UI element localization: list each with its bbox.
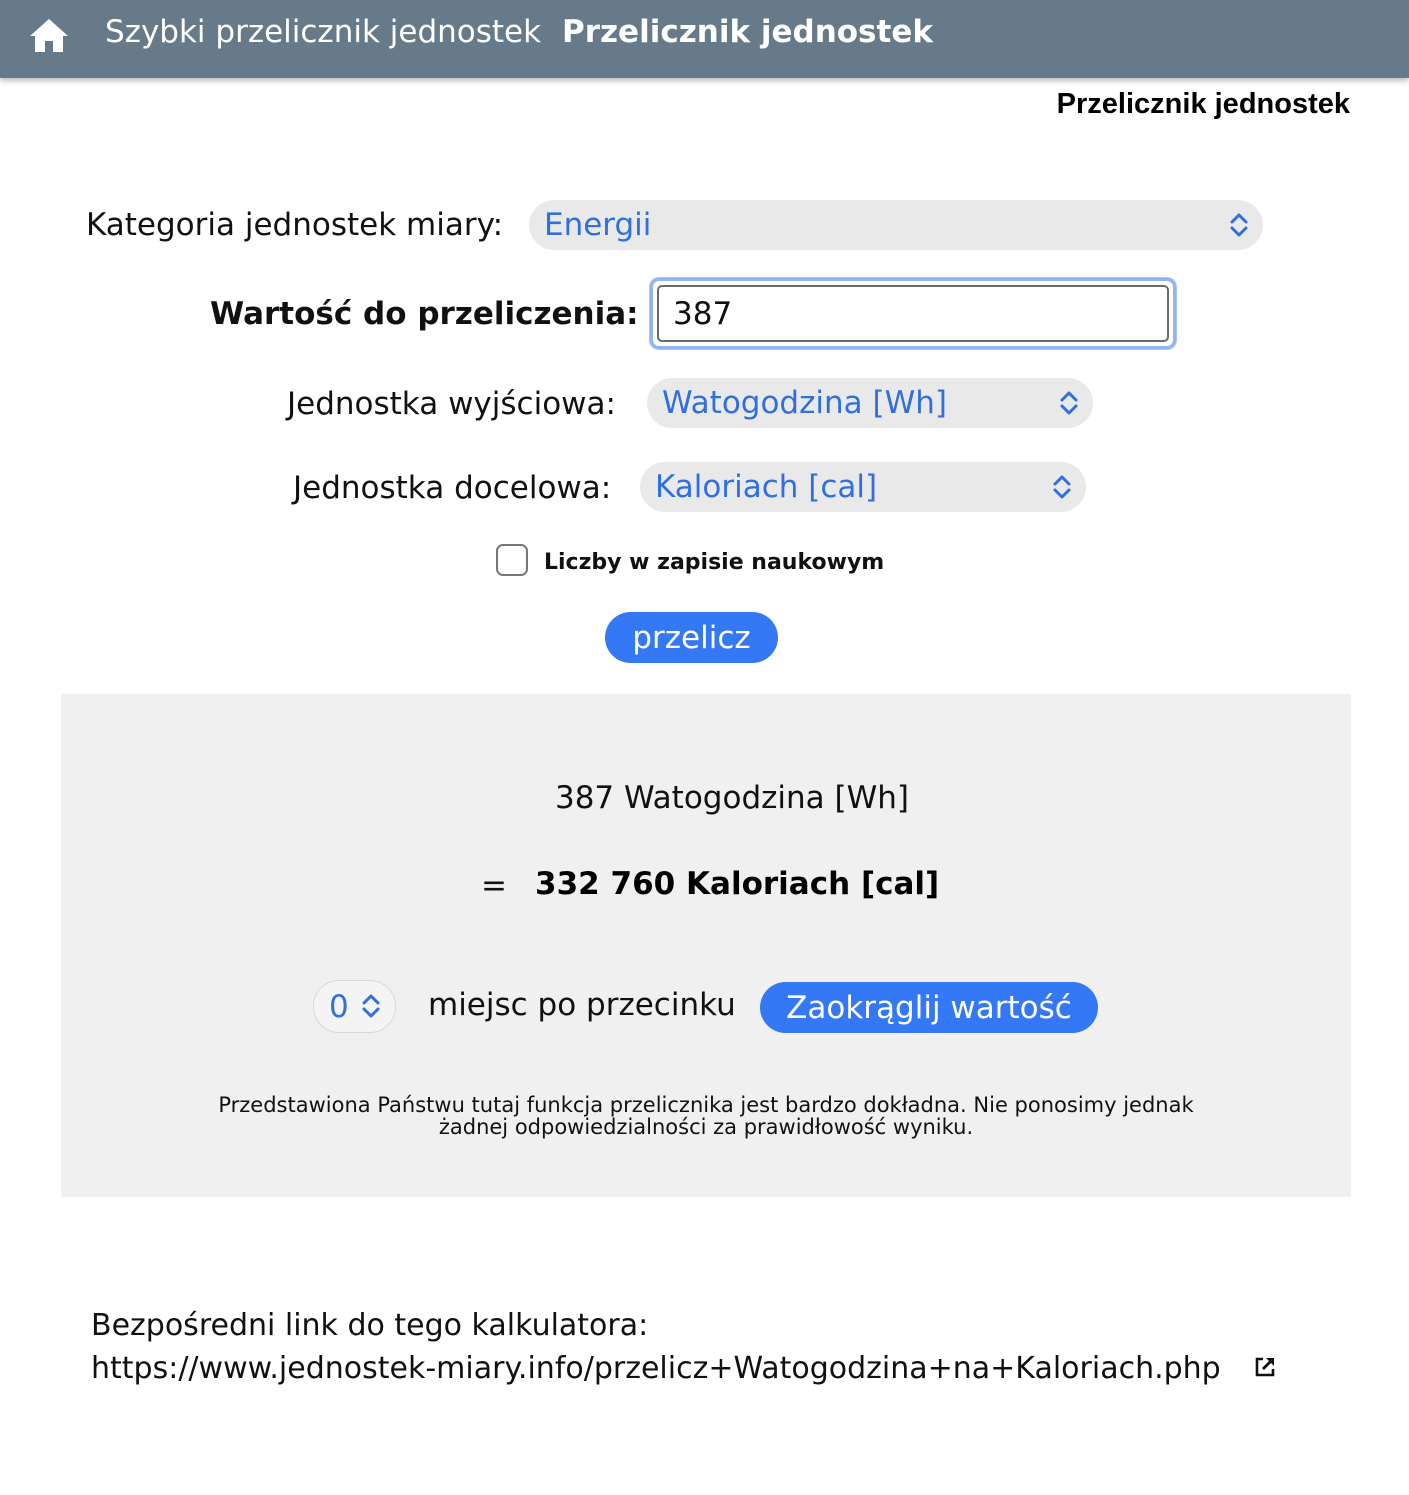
direct-link-heading: Bezpośredni link do tego kalkulatora:: [91, 1308, 649, 1343]
decimal-places-value: 0: [329, 988, 349, 1025]
value-input-field[interactable]: 387: [657, 285, 1169, 342]
decimal-places-label: miejsc po przecinku: [428, 987, 736, 1023]
chevron-up-down-icon: [1052, 474, 1072, 500]
to-unit-label: Jednostka docelowa:: [293, 470, 612, 506]
chevron-up-down-icon: [1229, 212, 1249, 238]
equals-sign: =: [481, 868, 507, 904]
round-value-button[interactable]: Zaokrąglij wartość: [760, 982, 1098, 1033]
result-panel: [61, 694, 1351, 1197]
category-label: Kategoria jednostek miary:: [86, 207, 504, 243]
disclaimer-line-1: Przedstawiona Państwu tutaj funkcja przelicznika jest bardzo dokładna. Nie ponosimy jednak: [218, 1093, 1194, 1117]
external-link-icon[interactable]: [1254, 1356, 1276, 1378]
nav-unit-converter-link[interactable]: Przelicznik jednostek: [562, 14, 933, 50]
page-title: Przelicznik jednostek: [1056, 88, 1350, 120]
disclaimer: [141, 1094, 1271, 1138]
convert-button[interactable]: przelicz: [605, 612, 778, 663]
direct-link-url[interactable]: https://www.jednostek-miary.info/przelicz+Watogodzina+na+Kaloriach.php: [91, 1351, 1221, 1386]
value-label: Wartość do przeliczenia:: [210, 296, 639, 332]
from-unit-select[interactable]: [647, 378, 1093, 428]
top-nav-bar: [0, 0, 1409, 78]
to-unit-select[interactable]: [640, 462, 1086, 512]
decimal-places-select[interactable]: [313, 980, 396, 1033]
category-select-value: Energii: [544, 207, 652, 243]
category-select[interactable]: [529, 200, 1263, 250]
value-input[interactable]: [650, 278, 1176, 349]
to-unit-select-value: Kaloriach [cal]: [655, 469, 878, 505]
home-icon[interactable]: [28, 16, 70, 54]
from-unit-select-value: Watogodzina [Wh]: [662, 385, 947, 421]
disclaimer-line-2: żadnej odpowiedzialności za prawidłowość wyniku.: [438, 1115, 974, 1139]
scientific-notation-label[interactable]: Liczby w zapisie naukowym: [544, 550, 885, 575]
scientific-notation-checkbox[interactable]: [496, 544, 528, 576]
from-unit-label: Jednostka wyjściowa:: [287, 386, 616, 422]
result-source-value: 387 Watogodzina [Wh]: [554, 780, 909, 816]
chevron-up-down-icon: [361, 993, 381, 1019]
nav-quick-converter-link[interactable]: Szybki przelicznik jednostek: [105, 14, 542, 50]
chevron-up-down-icon: [1059, 390, 1079, 416]
result-target-value: 332 760 Kaloriach [cal]: [535, 866, 940, 902]
